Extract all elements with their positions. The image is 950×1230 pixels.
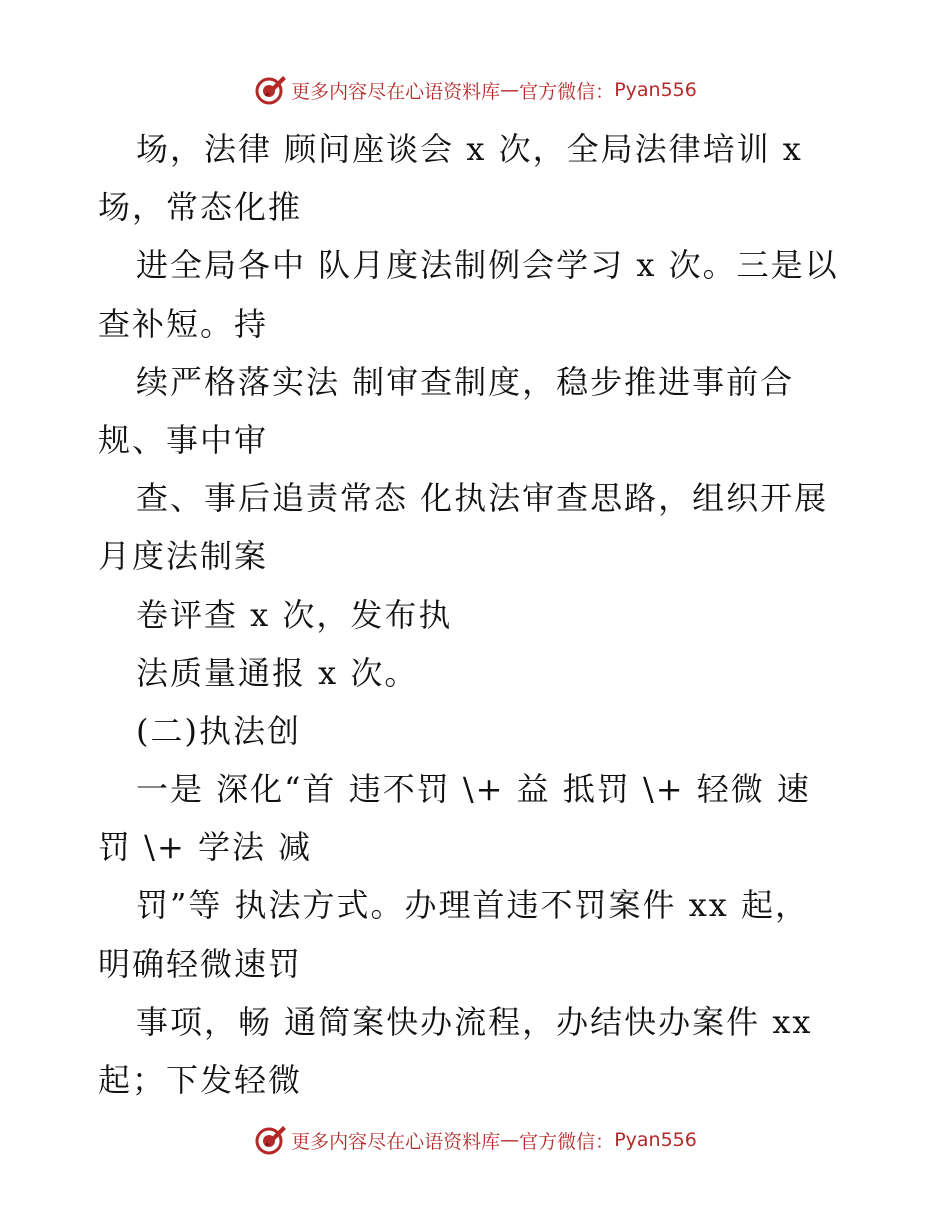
body-text-line: 一是 深化“首 违不罚 \+ 益 抵罚 \+ 轻微 速 [136, 770, 811, 809]
body-text-line: 查、事后追责常态 化执法审查思路，组织开展 [136, 479, 829, 518]
watermark-wechat-label: 官方微信： [519, 1130, 615, 1153]
watermark-separator: — [500, 1129, 520, 1151]
body-text-line: 事项，畅 通简案快办流程，办结快办案件 xx [136, 1002, 813, 1041]
document-body [98, 120, 858, 1109]
watermark-site-text: 更多内容尽在心语资料库 [291, 80, 501, 103]
body-text-line: 规、事中审 [98, 420, 269, 459]
body-text-line: 进全局各中 队月度法制例会学习 x 次。三是以 [136, 246, 839, 285]
body-text-line: 罚 \+ 学法 减 [98, 828, 313, 867]
watermark-wechat-id: Pyan556 [614, 1129, 697, 1151]
watermark-footer [0, 1120, 950, 1160]
pen-logo-icon [253, 73, 287, 107]
body-text-line: 罚”等 执法方式。办理首违不罚案件 xx 起， [136, 886, 809, 925]
body-text-line: 明确轻微速罚 [98, 944, 303, 983]
watermark-wechat-label: 官方微信： [519, 80, 615, 103]
body-text-line: (二)执法创 [136, 711, 301, 750]
watermark-separator: — [500, 79, 520, 101]
body-text-line: 场，常态化推 [98, 188, 303, 227]
pen-logo-icon [253, 1123, 287, 1157]
watermark-header [0, 70, 950, 110]
body-text-line: 场，法律 顾问座谈会 x 次，全局法律培训 x [136, 130, 803, 168]
body-text-line: 卷评查 x 次，发布执 [136, 595, 453, 634]
body-text-line: 月度法制案 [98, 537, 269, 576]
watermark-wechat-id: Pyan556 [614, 79, 697, 101]
body-text-line: 查补短。持 [98, 304, 269, 343]
body-text-line: 续严格落实法 制审查制度，稳步推进事前合 [136, 362, 795, 401]
body-text-line: 法质量通报 x 次。 [136, 653, 419, 692]
watermark-site-text: 更多内容尽在心语资料库 [291, 1130, 501, 1153]
body-text-line: 起；下发轻微 [98, 1061, 303, 1099]
